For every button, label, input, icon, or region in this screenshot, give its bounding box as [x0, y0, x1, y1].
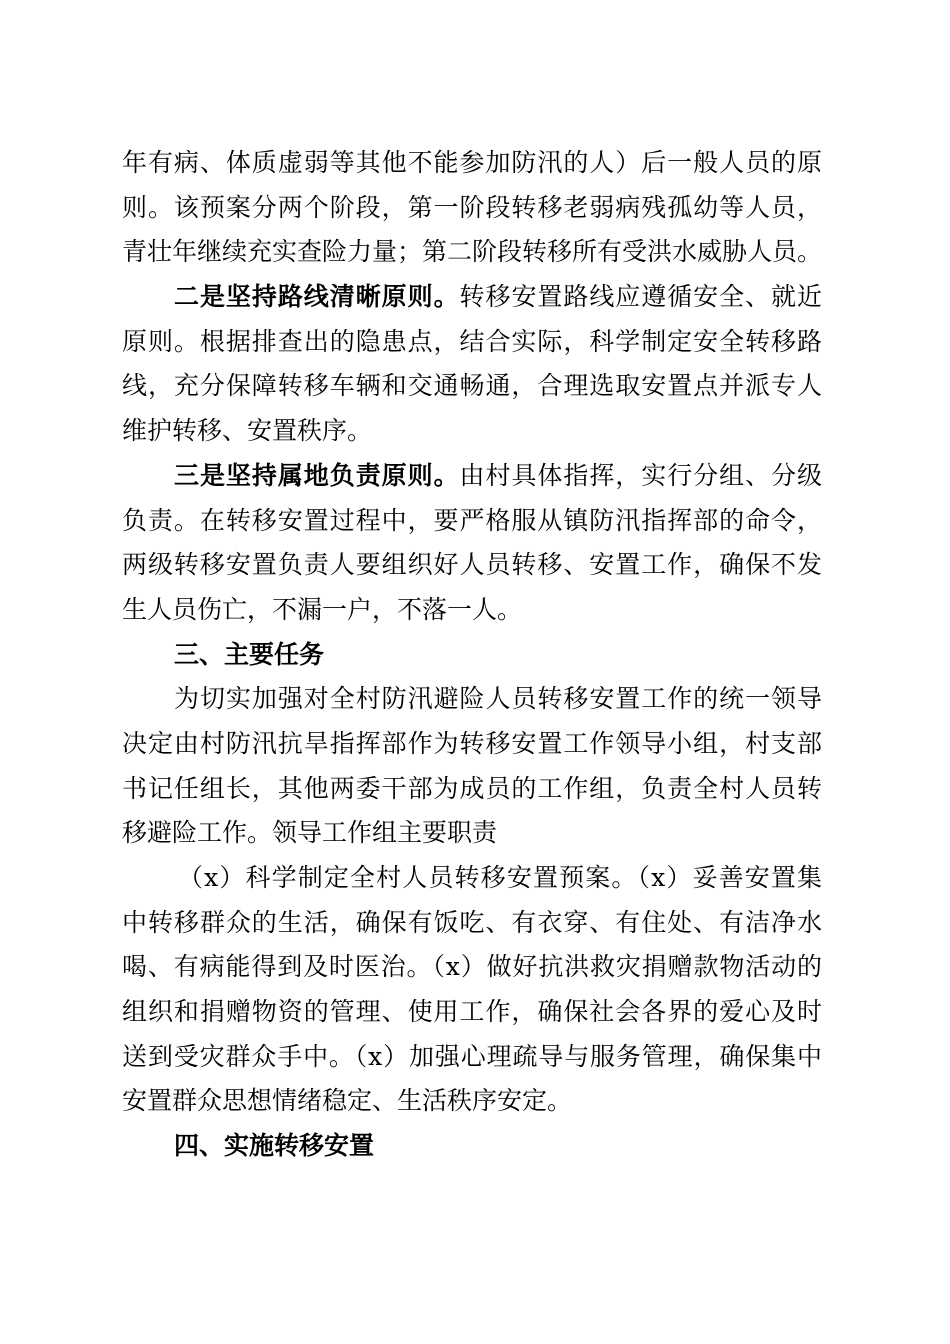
- paragraph-lead: 三是坚持属地负责原则。: [174, 460, 460, 490]
- text-line: 为切实加强对全村防汛避险人员转移安置工作的统一领导: [174, 684, 822, 714]
- text-line: 组织和捐赠物资的管理、使用工作，确保社会各界的爱心及时: [122, 997, 822, 1027]
- paragraph-main-tasks: [122, 677, 822, 856]
- text-line: 两级转移安置负责人要组织好人员转移、安置工作，确保不发: [122, 550, 822, 580]
- section-heading: 四、实施转移安置: [174, 1131, 375, 1161]
- text-line: 安置群众思想情绪稳定、生活秩序安定。: [122, 1086, 573, 1116]
- text-line: 送到受灾群众手中。（x）加强心理疏导与服务管理，确保集中: [122, 1041, 822, 1071]
- text-line: 中转移群众的生活，确保有饭吃、有衣穿、有住处、有洁净水: [122, 907, 822, 937]
- paragraph-principle-continued: [122, 141, 822, 275]
- text-line: [122, 454, 822, 499]
- text-line: 维护转移、安置秩序。: [122, 416, 373, 446]
- text-line: 负责。在转移安置过程中，要严格服从镇防汛指挥部的命令，: [122, 505, 822, 535]
- text-line: 年有病、体质虚弱等其他不能参加防汛的人）后一般人员的原: [122, 148, 822, 177]
- document-page: [122, 141, 822, 1169]
- paragraph-route-principle: [122, 275, 822, 454]
- text-line: 移避险工作。领导工作组主要职责: [122, 818, 498, 848]
- text-line: 书记任组长，其他两委干部为成员的工作组，负责全村人员转: [122, 773, 822, 803]
- section-heading: 三、主要任务: [174, 639, 325, 669]
- text-line: 则。该预案分两个阶段，第一阶段转移老弱病残孤幼等人员，: [122, 192, 822, 222]
- text-line: 青壮年继续充实查险力量；第二阶段转移所有受洪水威胁人员。: [122, 237, 823, 267]
- text-line: 决定由村防汛抗旱指挥部作为转移安置工作领导小组，村支部: [122, 728, 822, 758]
- text-line: （x）科学制定全村人员转移安置预案。（x）妥善安置集: [178, 863, 822, 892]
- text-line: 线，充分保障转移车辆和交通畅通，合理选取安置点并派专人: [122, 371, 822, 401]
- text-line: 原则。根据排查出的隐患点，结合实际，科学制定安全转移路: [122, 326, 822, 356]
- text-line: [122, 275, 822, 320]
- text-line: 喝、有病能得到及时医治。（x）做好抗洪救灾捐赠款物活动的: [122, 952, 822, 982]
- text-span: 由村具体指挥，实行分组、分级: [459, 460, 822, 490]
- paragraph-territorial-principle: [122, 454, 822, 633]
- text-span: 转移安置路线应遵循安全、就近: [459, 282, 822, 312]
- text-line: 生人员伤亡，不漏一户，不落一人。: [122, 594, 523, 624]
- paragraph-duties: [122, 856, 822, 1124]
- paragraph-lead: 二是坚持路线清晰原则。: [174, 282, 460, 312]
